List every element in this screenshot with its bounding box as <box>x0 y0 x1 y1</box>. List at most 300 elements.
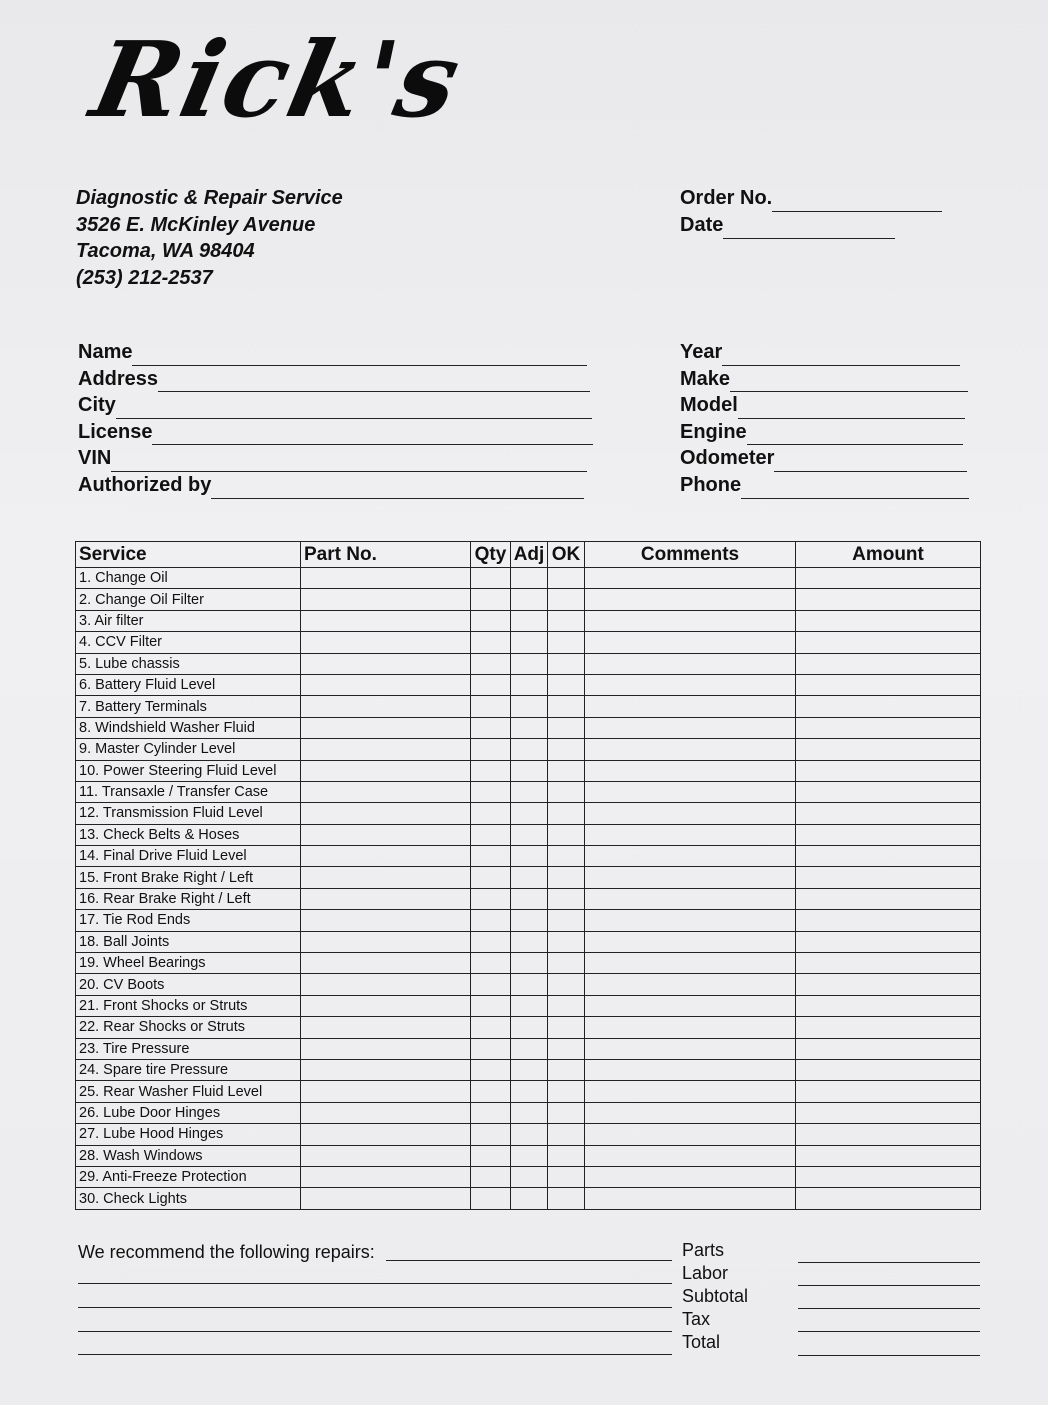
service-cell: 1. Change Oil <box>76 568 301 589</box>
adj-cell[interactable] <box>511 803 548 824</box>
comments-cell[interactable] <box>585 824 796 845</box>
table-row <box>76 824 981 845</box>
ok-cell[interactable] <box>548 1188 585 1209</box>
amount-cell[interactable] <box>796 1188 981 1209</box>
comments-cell[interactable] <box>585 653 796 674</box>
table-row <box>76 568 981 589</box>
qty-cell[interactable] <box>471 1081 511 1102</box>
amount-cell[interactable] <box>796 824 981 845</box>
authorized-label: Authorized by <box>78 473 212 496</box>
ok-cell[interactable] <box>548 931 585 952</box>
qty-cell[interactable] <box>471 1188 511 1209</box>
header-part-no: Part No. <box>301 542 471 568</box>
adj-cell[interactable] <box>511 824 548 845</box>
qty-cell[interactable] <box>471 1102 511 1123</box>
table-row <box>76 867 981 888</box>
amount-cell[interactable] <box>796 781 981 802</box>
table-row <box>76 696 981 717</box>
ok-cell[interactable] <box>548 867 585 888</box>
ok-cell[interactable] <box>548 568 585 589</box>
comments-cell[interactable] <box>585 1017 796 1038</box>
adj-cell[interactable] <box>511 995 548 1016</box>
part-no-cell[interactable] <box>301 781 471 802</box>
amount-cell[interactable] <box>796 803 981 824</box>
part-no-cell[interactable] <box>301 931 471 952</box>
amount-cell[interactable] <box>796 632 981 653</box>
part-no-cell[interactable] <box>301 1124 471 1145</box>
ok-cell[interactable] <box>548 781 585 802</box>
ok-cell[interactable] <box>548 824 585 845</box>
ok-cell[interactable] <box>548 653 585 674</box>
qty-cell[interactable] <box>471 910 511 931</box>
adj-cell[interactable] <box>511 568 548 589</box>
qty-cell[interactable] <box>471 653 511 674</box>
comments-cell[interactable] <box>585 739 796 760</box>
adj-cell[interactable] <box>511 632 548 653</box>
part-no-cell[interactable] <box>301 910 471 931</box>
service-cell: 29. Anti-Freeze Protection <box>76 1166 301 1187</box>
part-no-cell[interactable] <box>301 1059 471 1080</box>
comments-cell[interactable] <box>585 1145 796 1166</box>
table-row <box>76 888 981 909</box>
ok-cell[interactable] <box>548 589 585 610</box>
total-amount-field[interactable] <box>798 1336 980 1356</box>
qty-cell[interactable] <box>471 781 511 802</box>
service-cell: 10. Power Steering Fluid Level <box>76 760 301 781</box>
comments-cell[interactable] <box>585 867 796 888</box>
order-no-label: Order No. <box>680 187 773 209</box>
ok-cell[interactable] <box>548 1124 585 1145</box>
ok-cell[interactable] <box>548 760 585 781</box>
amount-cell[interactable] <box>796 995 981 1016</box>
ok-cell[interactable] <box>548 1038 585 1059</box>
amount-cell[interactable] <box>796 568 981 589</box>
table-row <box>76 1017 981 1038</box>
table-row <box>76 674 981 695</box>
table-row <box>76 589 981 610</box>
adj-cell[interactable] <box>511 1038 548 1059</box>
adj-cell[interactable] <box>511 974 548 995</box>
service-cell: 15. Front Brake Right / Left <box>76 867 301 888</box>
part-no-cell[interactable] <box>301 1038 471 1059</box>
service-cell: 20. CV Boots <box>76 974 301 995</box>
comments-cell[interactable] <box>585 760 796 781</box>
adj-cell[interactable] <box>511 739 548 760</box>
amount-cell[interactable] <box>796 1017 981 1038</box>
adj-cell[interactable] <box>511 1166 548 1187</box>
service-cell: 12. Transmission Fluid Level <box>76 803 301 824</box>
comments-cell[interactable] <box>585 1166 796 1187</box>
vin-label: VIN <box>78 447 112 470</box>
qty-cell[interactable] <box>471 1017 511 1038</box>
comments-cell[interactable] <box>585 781 796 802</box>
ok-cell[interactable] <box>548 974 585 995</box>
ok-cell[interactable] <box>548 953 585 974</box>
table-row <box>76 653 981 674</box>
comments-cell[interactable] <box>585 589 796 610</box>
qty-cell[interactable] <box>471 696 511 717</box>
adj-cell[interactable] <box>511 589 548 610</box>
service-cell: 22. Rear Shocks or Struts <box>76 1017 301 1038</box>
phone-field[interactable] <box>741 480 969 499</box>
qty-cell[interactable] <box>471 589 511 610</box>
service-cell: 17. Tie Rod Ends <box>76 910 301 931</box>
header-service: Service <box>76 542 301 568</box>
part-no-cell[interactable] <box>301 717 471 738</box>
comments-cell[interactable] <box>585 632 796 653</box>
ok-cell[interactable] <box>548 803 585 824</box>
adj-cell[interactable] <box>511 846 548 867</box>
vin-field[interactable] <box>111 453 587 472</box>
totals-labels <box>682 1239 748 1354</box>
table-row <box>76 739 981 760</box>
amount-cell[interactable] <box>796 931 981 952</box>
service-cell: 4. CCV Filter <box>76 632 301 653</box>
service-cell: 5. Lube chassis <box>76 653 301 674</box>
part-no-cell[interactable] <box>301 1145 471 1166</box>
comments-cell[interactable] <box>585 696 796 717</box>
comments-cell[interactable] <box>585 974 796 995</box>
city-field[interactable] <box>116 400 592 419</box>
adj-cell[interactable] <box>511 717 548 738</box>
make-label: Make <box>680 367 731 390</box>
amount-cell[interactable] <box>796 910 981 931</box>
table-row <box>76 610 981 631</box>
table-row <box>76 995 981 1016</box>
ok-cell[interactable] <box>548 674 585 695</box>
recommend-line-1[interactable] <box>386 1241 672 1261</box>
part-no-cell[interactable] <box>301 953 471 974</box>
comments-cell[interactable] <box>585 931 796 952</box>
part-no-cell[interactable] <box>301 803 471 824</box>
amount-cell[interactable] <box>796 653 981 674</box>
amount-cell[interactable] <box>796 1081 981 1102</box>
adj-cell[interactable] <box>511 674 548 695</box>
comments-cell[interactable] <box>585 1102 796 1123</box>
qty-cell[interactable] <box>471 953 511 974</box>
amount-cell[interactable] <box>796 1145 981 1166</box>
address-label: Address <box>78 367 159 390</box>
part-no-cell[interactable] <box>301 1081 471 1102</box>
service-cell: 8. Windshield Washer Fluid <box>76 717 301 738</box>
qty-cell[interactable] <box>471 974 511 995</box>
comments-cell[interactable] <box>585 610 796 631</box>
engine-label: Engine <box>680 420 747 443</box>
model-label: Model <box>680 394 738 417</box>
order-no-field[interactable] <box>772 193 942 212</box>
service-cell: 13. Check Belts & Hoses <box>76 824 301 845</box>
name-label: Name <box>78 341 133 363</box>
amount-cell[interactable] <box>796 953 981 974</box>
adj-cell[interactable] <box>511 867 548 888</box>
amount-cell[interactable] <box>796 696 981 717</box>
service-cell: 26. Lube Door Hinges <box>76 1102 301 1123</box>
table-row <box>76 931 981 952</box>
qty-cell[interactable] <box>471 739 511 760</box>
adj-cell[interactable] <box>511 1059 548 1080</box>
table-row <box>76 1166 981 1187</box>
shop-street: 3526 E. McKinley Avenue <box>76 213 316 236</box>
vehicle-info <box>680 339 969 499</box>
service-cell: 30. Check Lights <box>76 1188 301 1209</box>
parts-amount-field[interactable] <box>798 1243 980 1263</box>
shop-city: Tacoma, WA 98404 <box>76 240 255 262</box>
ok-cell[interactable] <box>548 1017 585 1038</box>
adj-cell[interactable] <box>511 1145 548 1166</box>
comments-cell[interactable] <box>585 568 796 589</box>
part-no-cell[interactable] <box>301 568 471 589</box>
part-no-cell[interactable] <box>301 1017 471 1038</box>
adj-cell[interactable] <box>511 910 548 931</box>
service-table <box>75 541 981 1210</box>
table-row <box>76 803 981 824</box>
amount-cell[interactable] <box>796 867 981 888</box>
comments-cell[interactable] <box>585 910 796 931</box>
service-table-header <box>76 542 981 568</box>
service-cell: 3. Air filter <box>76 610 301 631</box>
qty-cell[interactable] <box>471 760 511 781</box>
table-row <box>76 717 981 738</box>
qty-cell[interactable] <box>471 867 511 888</box>
part-no-cell[interactable] <box>301 653 471 674</box>
recommend-line-5[interactable] <box>78 1335 672 1355</box>
part-no-cell[interactable] <box>301 974 471 995</box>
table-row <box>76 781 981 802</box>
adj-cell[interactable] <box>511 1017 548 1038</box>
part-no-cell[interactable] <box>301 739 471 760</box>
service-cell: 21. Front Shocks or Struts <box>76 995 301 1016</box>
ok-cell[interactable] <box>548 1059 585 1080</box>
header-amount: Amount <box>796 542 981 568</box>
ricks-logo: Rick's <box>82 18 472 141</box>
header-ok: OK <box>548 542 585 568</box>
table-row <box>76 1124 981 1145</box>
table-row <box>76 1059 981 1080</box>
ok-cell[interactable] <box>548 888 585 909</box>
shop-service-name: Diagnostic & Repair Service <box>76 187 343 209</box>
recommend-line-3[interactable] <box>78 1288 672 1308</box>
adj-cell[interactable] <box>511 953 548 974</box>
comments-cell[interactable] <box>585 803 796 824</box>
license-field[interactable] <box>152 426 593 445</box>
part-no-cell[interactable] <box>301 824 471 845</box>
subtotal-amount-field[interactable] <box>798 1289 980 1309</box>
comments-cell[interactable] <box>585 1188 796 1209</box>
service-cell: 9. Master Cylinder Level <box>76 739 301 760</box>
name-field[interactable] <box>132 347 587 366</box>
qty-cell[interactable] <box>471 674 511 695</box>
table-row <box>76 632 981 653</box>
ok-cell[interactable] <box>548 696 585 717</box>
amount-cell[interactable] <box>796 1124 981 1145</box>
adj-cell[interactable] <box>511 931 548 952</box>
qty-cell[interactable] <box>471 931 511 952</box>
service-cell: 7. Battery Terminals <box>76 696 301 717</box>
service-cell: 23. Tire Pressure <box>76 1038 301 1059</box>
parts-label: Parts <box>682 1240 725 1260</box>
total-label: Total <box>682 1332 721 1352</box>
qty-cell[interactable] <box>471 824 511 845</box>
labor-amount-field[interactable] <box>798 1266 980 1286</box>
shop-phone: (253) 212-2537 <box>76 266 213 289</box>
tax-label: Tax <box>682 1309 711 1329</box>
shop-address-block <box>76 185 343 291</box>
service-cell: 27. Lube Hood Hinges <box>76 1124 301 1145</box>
comments-cell[interactable] <box>585 888 796 909</box>
ok-cell[interactable] <box>548 717 585 738</box>
service-cell: 28. Wash Windows <box>76 1145 301 1166</box>
comments-cell[interactable] <box>585 1081 796 1102</box>
qty-cell[interactable] <box>471 1145 511 1166</box>
order-info <box>680 185 942 239</box>
service-cell: 18. Ball Joints <box>76 931 301 952</box>
amount-cell[interactable] <box>796 1038 981 1059</box>
qty-cell[interactable] <box>471 568 511 589</box>
amount-cell[interactable] <box>796 1102 981 1123</box>
adj-cell[interactable] <box>511 1188 548 1209</box>
table-row <box>76 953 981 974</box>
service-cell: 16. Rear Brake Right / Left <box>76 888 301 909</box>
part-no-cell[interactable] <box>301 632 471 653</box>
ok-cell[interactable] <box>548 632 585 653</box>
amount-cell[interactable] <box>796 760 981 781</box>
part-no-cell[interactable] <box>301 760 471 781</box>
amount-cell[interactable] <box>796 739 981 760</box>
adj-cell[interactable] <box>511 1124 548 1145</box>
table-row <box>76 974 981 995</box>
amount-cell[interactable] <box>796 610 981 631</box>
subtotal-label: Subtotal <box>682 1286 749 1306</box>
adj-cell[interactable] <box>511 696 548 717</box>
qty-cell[interactable] <box>471 1038 511 1059</box>
ok-cell[interactable] <box>548 1145 585 1166</box>
recommend-line-4[interactable] <box>78 1312 672 1332</box>
part-no-cell[interactable] <box>301 1188 471 1209</box>
amount-cell[interactable] <box>796 589 981 610</box>
comments-cell[interactable] <box>585 717 796 738</box>
service-cell: 19. Wheel Bearings <box>76 953 301 974</box>
part-no-cell[interactable] <box>301 888 471 909</box>
ok-cell[interactable] <box>548 1102 585 1123</box>
labor-label: Labor <box>682 1263 729 1283</box>
date-label: Date <box>680 214 724 236</box>
service-cell: 25. Rear Washer Fluid Level <box>76 1081 301 1102</box>
service-cell: 11. Transaxle / Transfer Case <box>76 781 301 802</box>
year-label: Year <box>680 341 723 363</box>
table-row <box>76 1188 981 1209</box>
comments-cell[interactable] <box>585 1038 796 1059</box>
comments-cell[interactable] <box>585 1124 796 1145</box>
phone-label: Phone <box>680 473 742 496</box>
footer-section <box>78 1241 983 1361</box>
table-row <box>76 1145 981 1166</box>
adj-cell[interactable] <box>511 610 548 631</box>
ok-cell[interactable] <box>548 610 585 631</box>
service-cell: 24. Spare tire Pressure <box>76 1059 301 1080</box>
qty-cell[interactable] <box>471 717 511 738</box>
comments-cell[interactable] <box>585 674 796 695</box>
comments-cell[interactable] <box>585 1059 796 1080</box>
adj-cell[interactable] <box>511 888 548 909</box>
comments-cell[interactable] <box>585 846 796 867</box>
amount-cell[interactable] <box>796 1059 981 1080</box>
comments-cell[interactable] <box>585 995 796 1016</box>
table-row <box>76 846 981 867</box>
amount-cell[interactable] <box>796 1166 981 1187</box>
part-no-cell[interactable] <box>301 995 471 1016</box>
part-no-cell[interactable] <box>301 610 471 631</box>
authorized-field[interactable] <box>211 480 584 499</box>
ok-cell[interactable] <box>548 739 585 760</box>
ok-cell[interactable] <box>548 1166 585 1187</box>
ok-cell[interactable] <box>548 846 585 867</box>
part-no-cell[interactable] <box>301 674 471 695</box>
qty-cell[interactable] <box>471 846 511 867</box>
adj-cell[interactable] <box>511 760 548 781</box>
part-no-cell[interactable] <box>301 589 471 610</box>
adj-cell[interactable] <box>511 653 548 674</box>
recommend-label: We recommend the following repairs: <box>78 1242 375 1262</box>
address-field[interactable] <box>158 373 590 392</box>
header-comments: Comments <box>585 542 796 568</box>
qty-cell[interactable] <box>471 1124 511 1145</box>
tax-amount-field[interactable] <box>798 1312 980 1332</box>
make-field[interactable] <box>730 373 968 392</box>
table-row <box>76 760 981 781</box>
part-no-cell[interactable] <box>301 867 471 888</box>
amount-cell[interactable] <box>796 846 981 867</box>
engine-field[interactable] <box>747 426 963 445</box>
service-cell: 6. Battery Fluid Level <box>76 674 301 695</box>
date-field[interactable] <box>723 220 895 239</box>
amount-cell[interactable] <box>796 974 981 995</box>
comments-cell[interactable] <box>585 953 796 974</box>
ok-cell[interactable] <box>548 1081 585 1102</box>
table-row <box>76 1102 981 1123</box>
header-adj: Adj <box>511 542 548 568</box>
odometer-label: Odometer <box>680 447 775 470</box>
qty-cell[interactable] <box>471 888 511 909</box>
ok-cell[interactable] <box>548 995 585 1016</box>
qty-cell[interactable] <box>471 1059 511 1080</box>
amount-cell[interactable] <box>796 717 981 738</box>
part-no-cell[interactable] <box>301 1166 471 1187</box>
part-no-cell[interactable] <box>301 1102 471 1123</box>
header-qty: Qty <box>471 542 511 568</box>
odometer-field[interactable] <box>774 453 967 472</box>
year-field[interactable] <box>722 347 960 366</box>
ok-cell[interactable] <box>548 910 585 931</box>
adj-cell[interactable] <box>511 1102 548 1123</box>
table-row <box>76 910 981 931</box>
adj-cell[interactable] <box>511 781 548 802</box>
license-label: License <box>78 420 153 443</box>
amount-cell[interactable] <box>796 674 981 695</box>
recommend-line-2[interactable] <box>78 1264 672 1284</box>
table-row <box>76 1081 981 1102</box>
part-no-cell[interactable] <box>301 696 471 717</box>
qty-cell[interactable] <box>471 1166 511 1187</box>
qty-cell[interactable] <box>471 632 511 653</box>
model-field[interactable] <box>738 400 965 419</box>
qty-cell[interactable] <box>471 610 511 631</box>
amount-cell[interactable] <box>796 888 981 909</box>
part-no-cell[interactable] <box>301 846 471 867</box>
adj-cell[interactable] <box>511 1081 548 1102</box>
service-cell: 2. Change Oil Filter <box>76 589 301 610</box>
qty-cell[interactable] <box>471 995 511 1016</box>
qty-cell[interactable] <box>471 803 511 824</box>
